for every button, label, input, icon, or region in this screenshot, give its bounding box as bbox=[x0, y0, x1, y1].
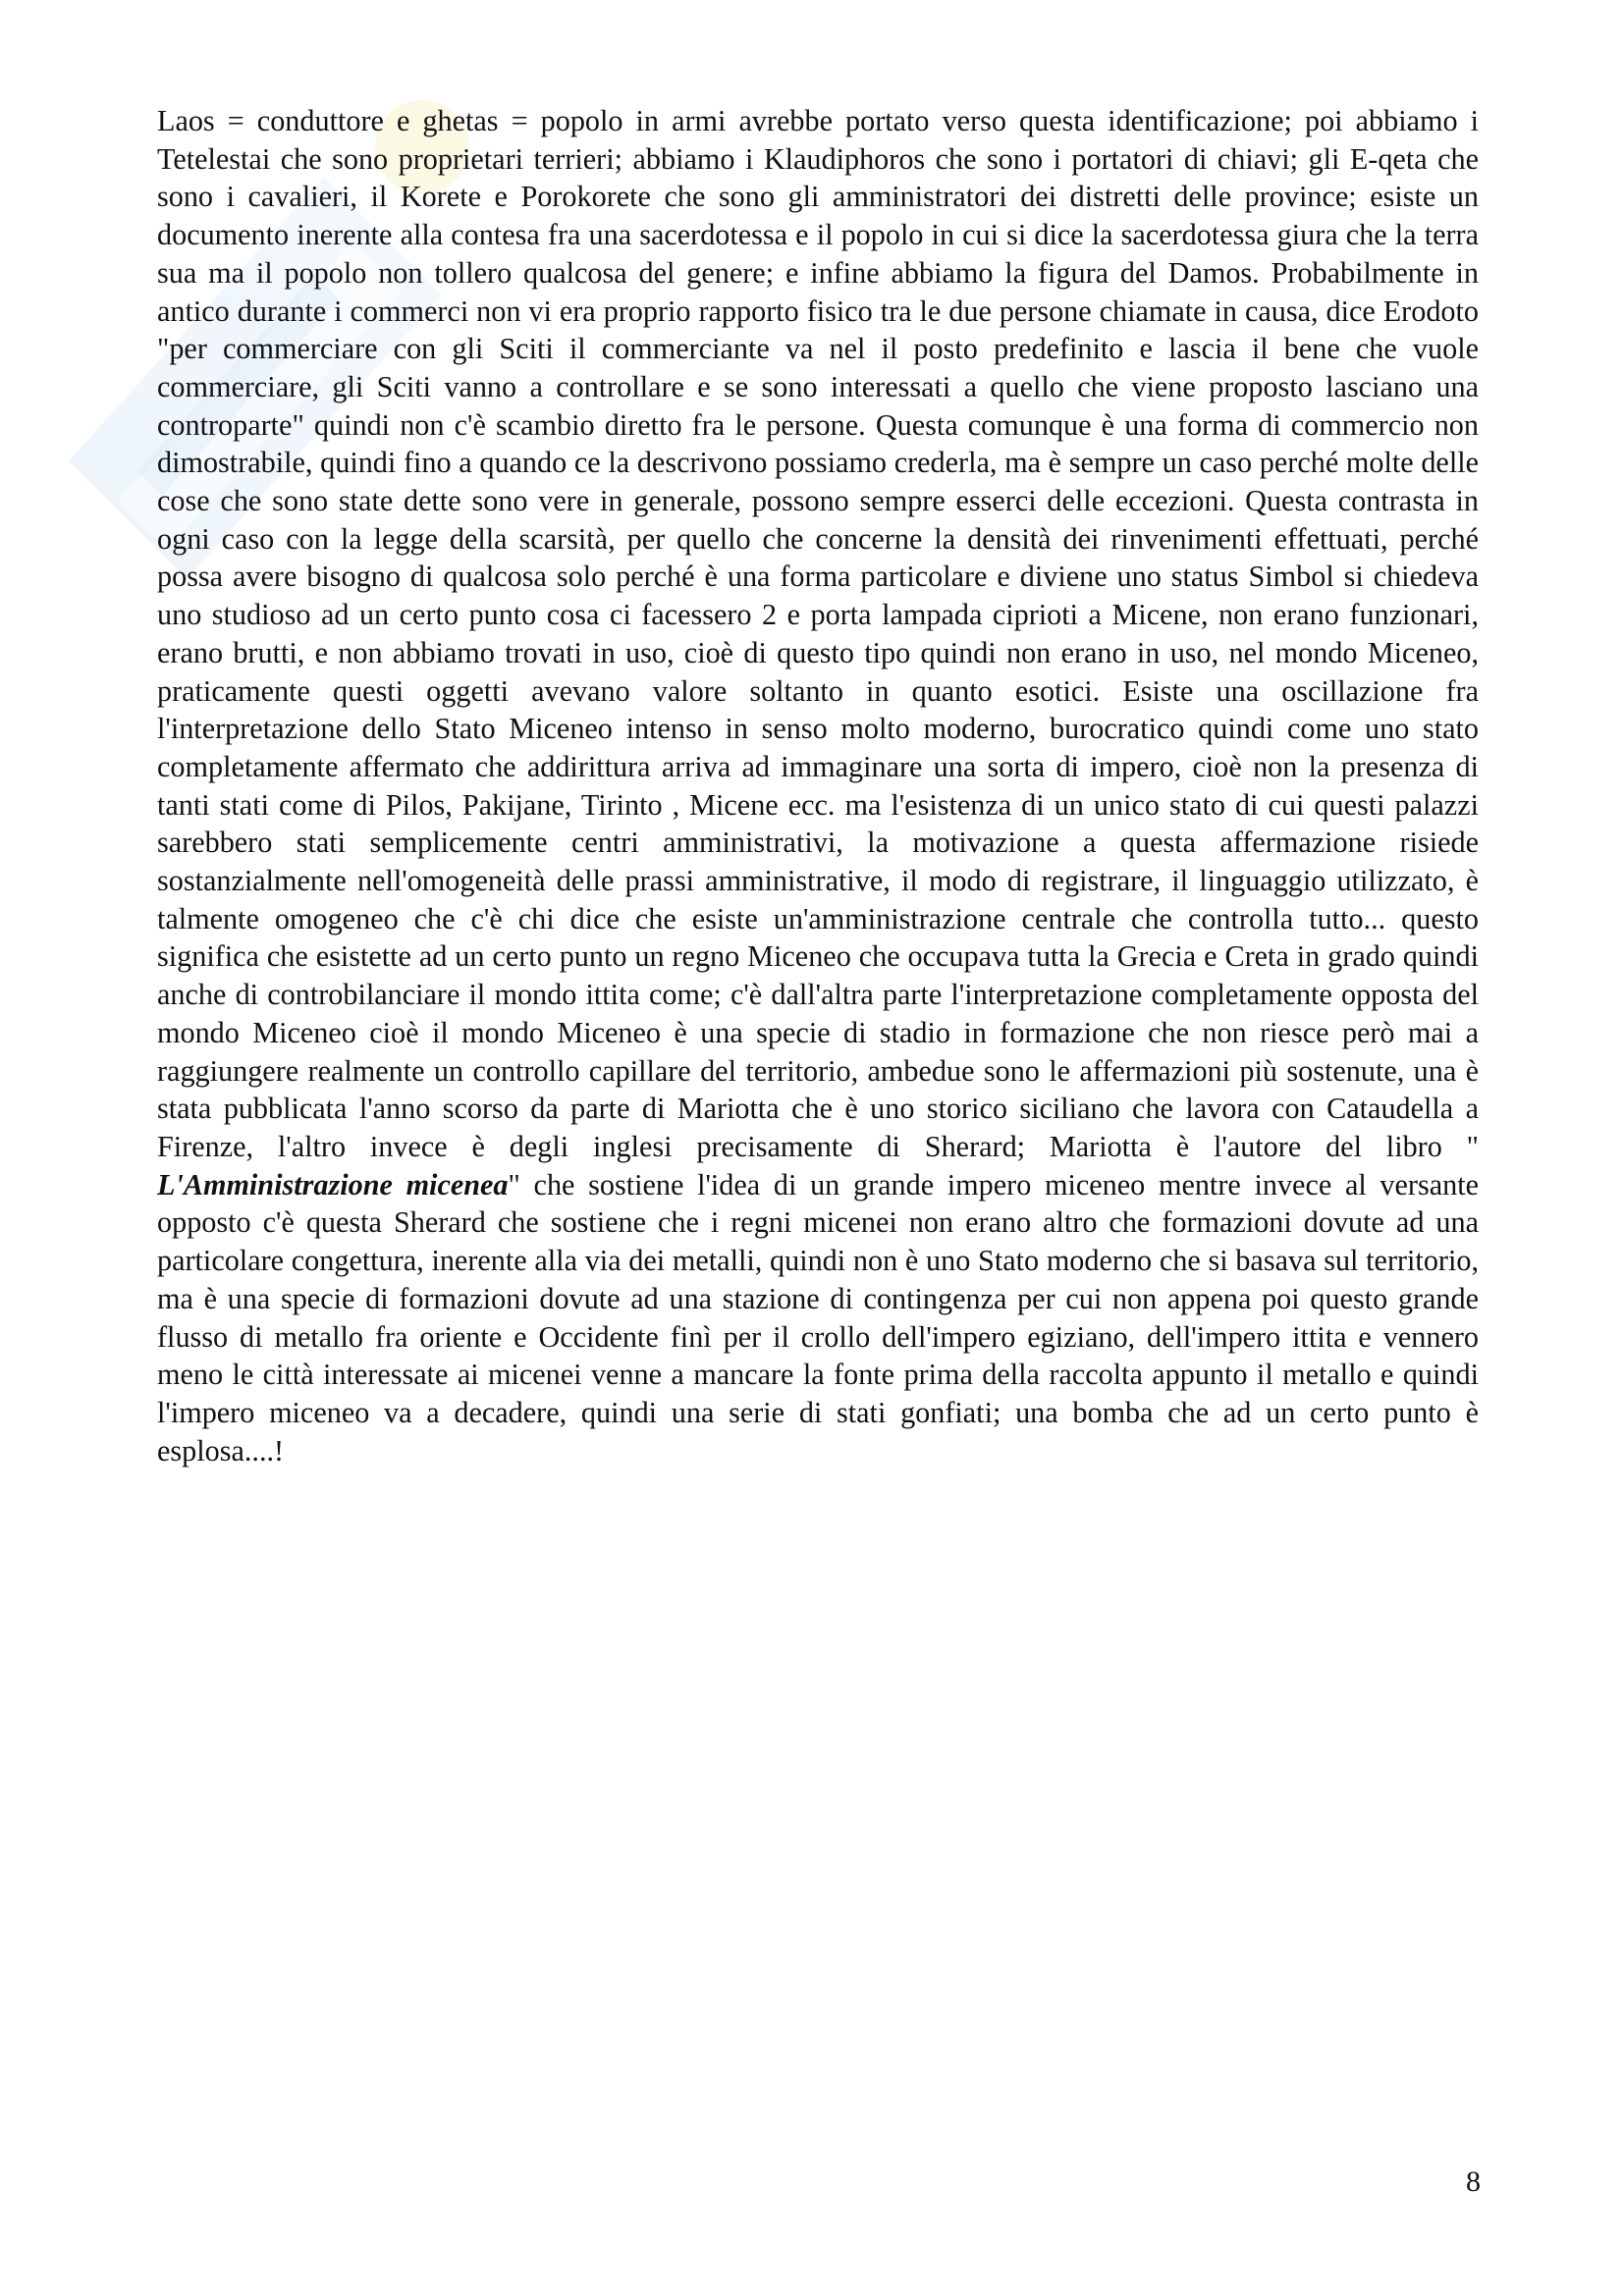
book-title: L'Amministrazione micenea bbox=[157, 1167, 509, 1201]
text-before-title: Laos = conduttore e ghetas = popolo in armi avrebbe portato verso questa identificazione; poi abbiamo i Tetelestai che sono proprietari terrieri; abbiamo i Klaudiphoros che sono i portatori di chiavi; gli E-qeta che sono i cavalieri, il Korete e Porokorete che sono gli amministratori dei distretti delle province; esiste un documento inerente alla contesa fra una sacerdotessa e il popolo in cui si dice la sacerdotessa giura che la terra sua ma il popolo non tollero qualcosa del genere; e infine abbiamo la figura del Damos. Probabilmente in antico durante i commerci non vi era proprio rapporto fisico tra le due persone chiamate in causa, dice Erodoto "per commerciare con gli Sciti il commerciante va nel il posto predefinito e lascia il bene che vuole commerciare, gli Sciti vanno a controllare e se sono interessati a quello che viene proposto lasciano una controparte" quindi non c'è scambio diretto fra le persone. Questa comunque è una forma di commercio non dimostrabile, quindi fino a quando ce la descrivono possiamo crederla, ma è sempre un caso perché molte delle cose che sono state dette sono vere in generale, possono sempre esserci delle eccezioni. Questa contrasta in ogni caso con la legge della scarsità, per quello che concerne la densità dei rinvenimenti effettuati, perché possa avere bisogno di qualcosa solo perché è una forma particolare e diviene uno status Simbol si chiedeva uno studioso ad un certo punto cosa ci facessero 2 e porta lampada ciprioti a Micene, non erano funzionari, erano brutti, e non abbiamo trovati in uso, cioè di questo tipo quindi non erano in uso, nel mondo Miceneo, praticamente questi oggetti avevano valore soltanto in quanto esotici. Esiste una oscillazione fra l'interpretazione dello Stato Miceneo intenso in senso molto moderno, burocratico quindi come uno stato completamente affermato che addirittura arriva ad immaginare una sorta di impero, cioè non la presenza di tanti stati come di Pilos, Pakijane, Tirinto , Micene ecc. ma l'esistenza di un unico stato di cui questi palazzi sarebbero stati semplicemente centri amministrativi, la motivazione a questa affermazione risiede sostanzialmente nell'omogeneità delle prassi amministrative, il modo di registrare, il linguaggio utilizzato, è talmente omogeneo che c'è chi dice che esiste un'amministrazione centrale che controlla tutto... questo significa che esistette ad un certo punto un regno Miceneo che occupava tutta la Grecia e Creta in grado quindi anche di controbilanciare il mondo ittita come; c'è dall'altra parte l'interpretazione completamente opposta del mondo Miceneo cioè il mondo Miceneo è una specie di stadio in formazione che non riesce però mai a raggiungere realmente un controllo capillare del territorio, ambedue sono le affermazioni più sostenute, una è stata pubblicata l'anno scorso da parte di Mariotta che è uno storico siciliano che lavora con Cataudella a Firenze, l'altro invece è degli inglesi precisamente di Sherard; Mariotta è l'autore del libro " bbox=[157, 104, 1479, 1163]
body-paragraph bbox=[157, 102, 1479, 1469]
text-after-title: " che sostiene l'idea di un grande impero miceneo mentre invece al versante opposto c'è questa Sherard che sostiene che i regni micenei non erano altro che formazioni dovute ad una particolare congettura, inerente alla via dei metalli, quindi non è uno Stato moderno che si basava sul territorio, ma è una specie di formazioni dovute ad una stazione di contingenza per cui non appena poi questo grande flusso di metallo fra oriente e Occidente finì per il crollo dell'impero egiziano, dell'impero ittita e vennero meno le città interessate ai micenei venne a mancare la fonte prima della raccolta appunto il metallo e quindi l'impero miceneo va a decadere, quindi una serie di stati gonfiati; una bomba che ad un certo punto è esplosa....! bbox=[157, 1167, 1479, 1468]
page-number: 8 bbox=[1466, 2165, 1481, 2198]
